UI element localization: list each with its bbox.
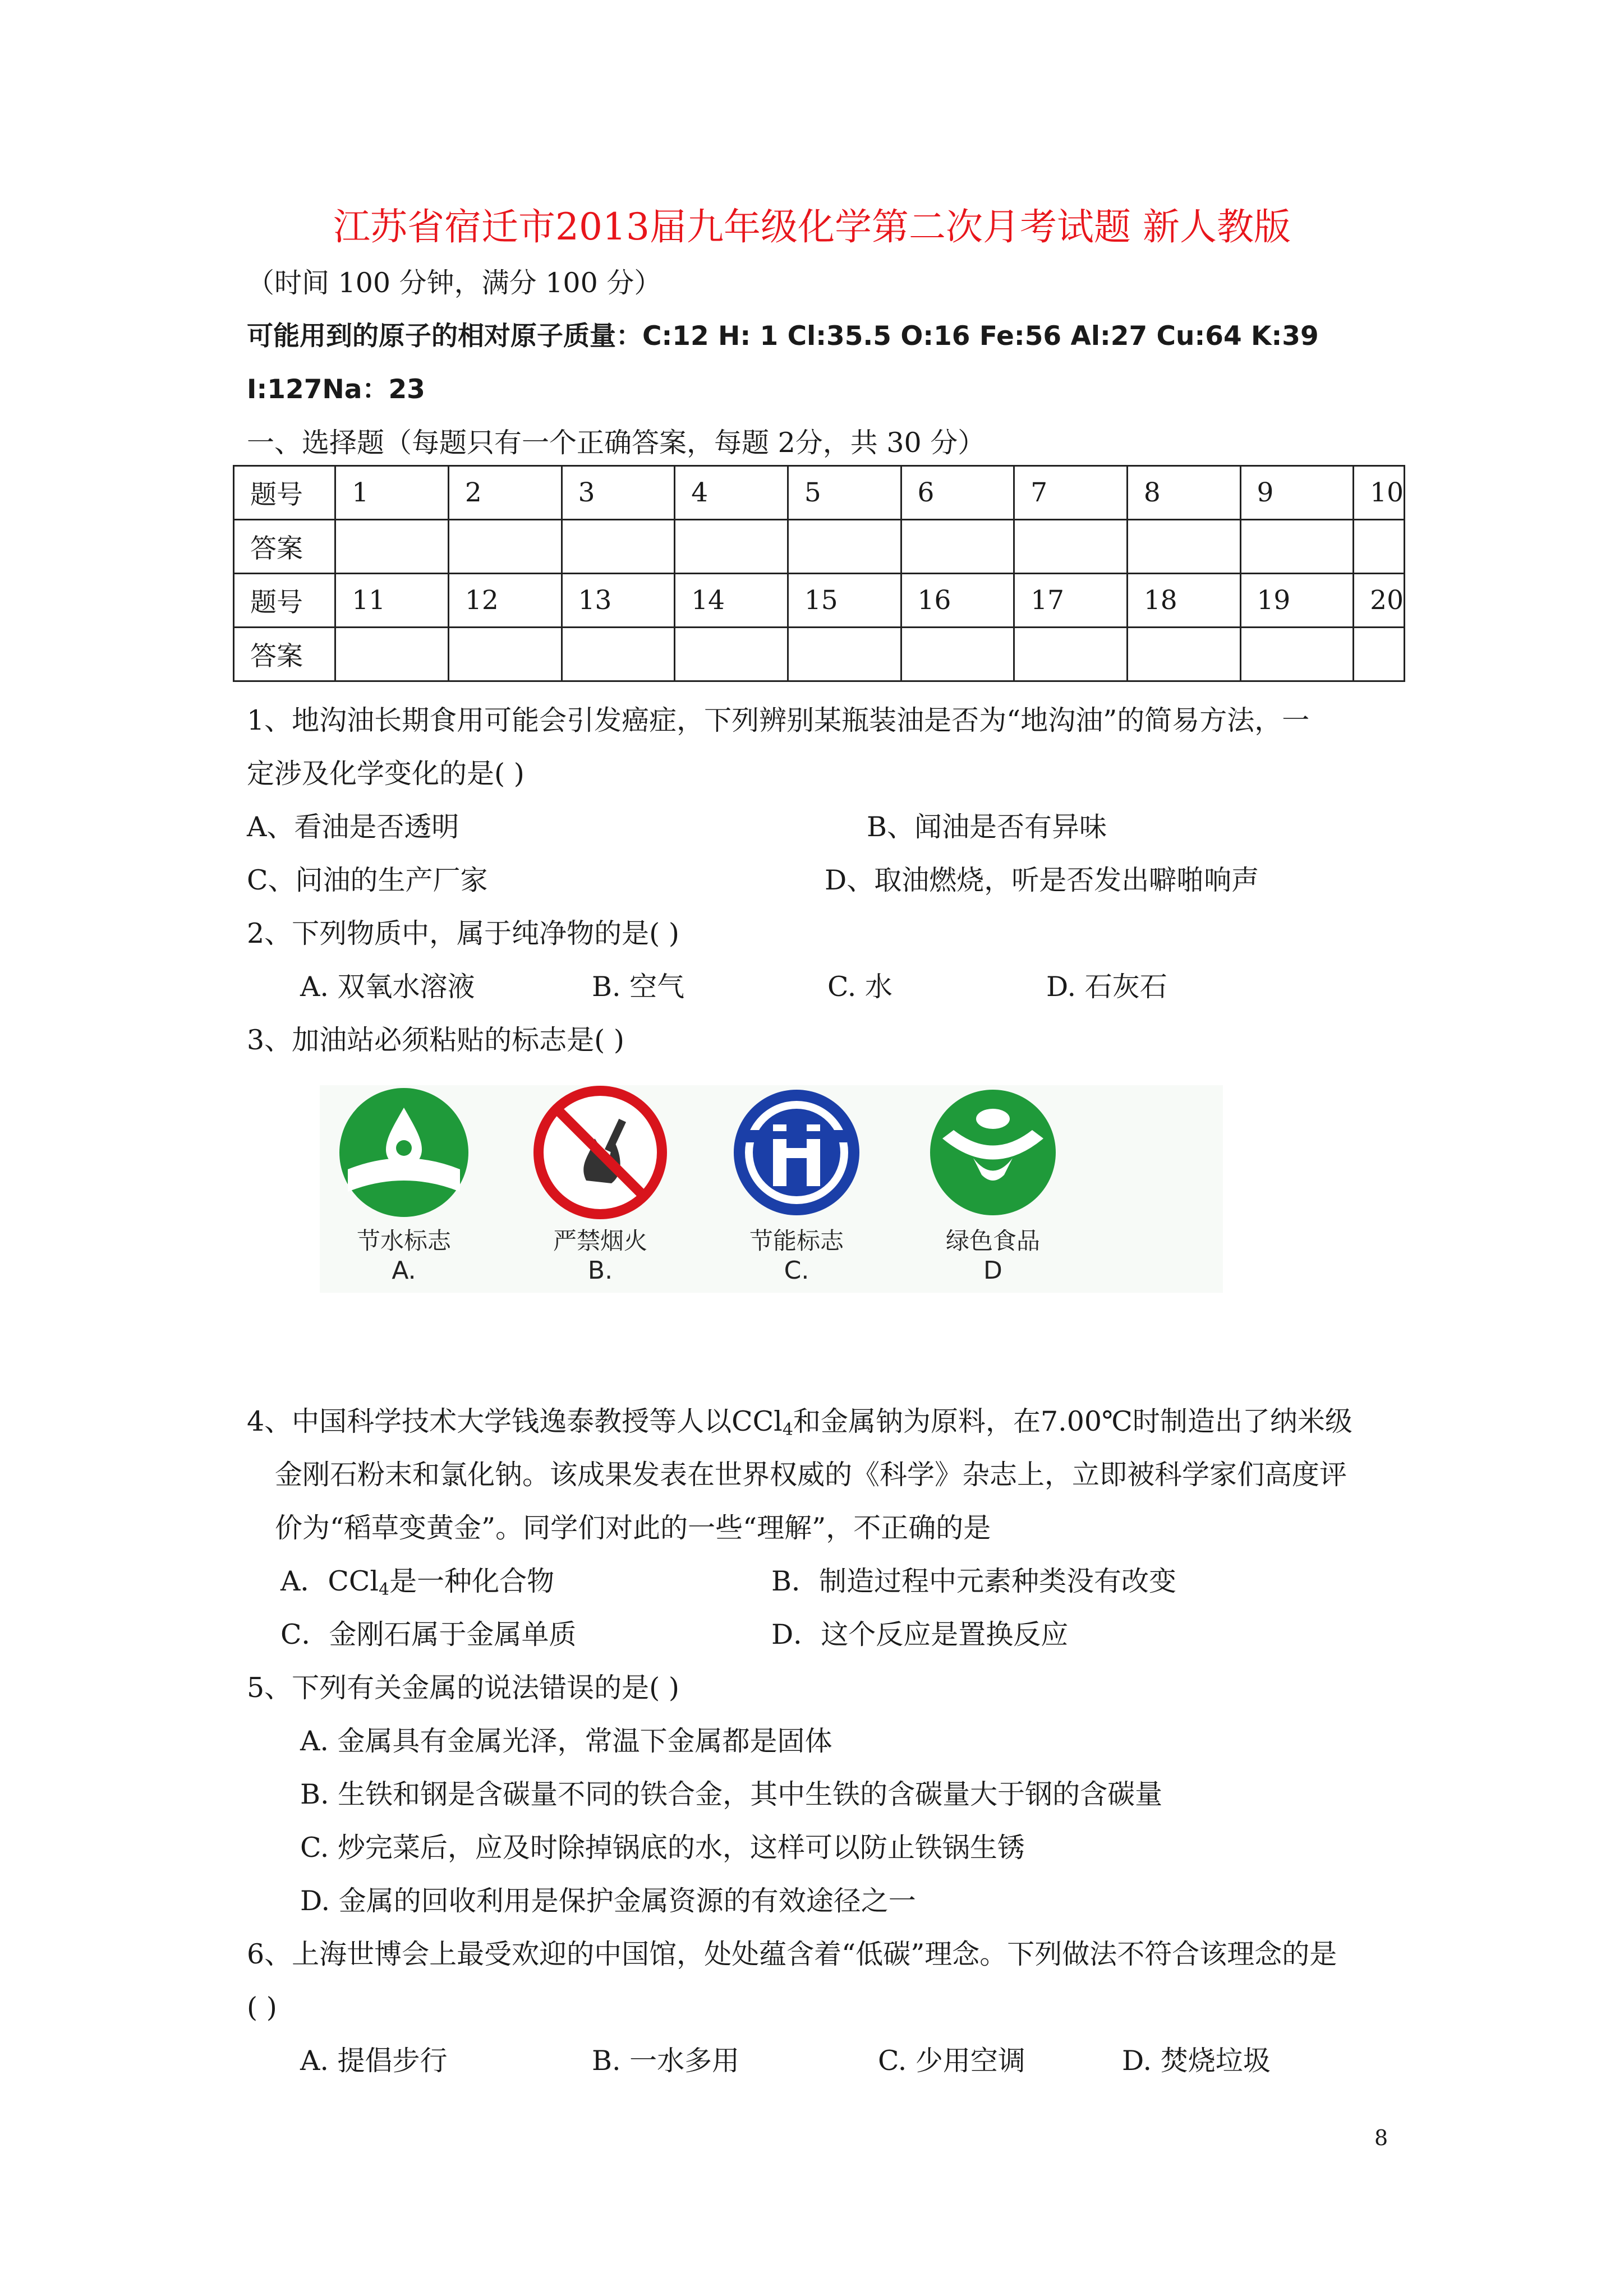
- table-cell: 2: [448, 466, 562, 520]
- q4-stem-line-1: 4、中国科学技术大学钱逸泰教授等人以CCl$_4$和金属钠为原料，在7.00℃时制造出了纳米级: [247, 1405, 1352, 1440]
- green-food-icon: [926, 1085, 1060, 1220]
- sign-caption: 节水标志: [356, 1227, 451, 1255]
- q1-option-b[interactable]: B、闻油是否有异味: [867, 811, 1107, 843]
- table-cell: 8: [1127, 466, 1240, 520]
- sign-label: D: [983, 1256, 1002, 1285]
- q5-option-c[interactable]: C. 炒完菜后，应及时除掉锅底的水，这样可以防止铁锅生锈: [300, 1832, 1025, 1864]
- answer-cell[interactable]: [1354, 628, 1405, 681]
- water-saving-icon: [337, 1085, 471, 1220]
- answer-cell[interactable]: [562, 628, 675, 681]
- q1-stem-line-2: 定涉及化学变化的是( ): [247, 758, 525, 790]
- q5-option-b[interactable]: B. 生铁和钢是含碳量不同的铁合金，其中生铁的含碳量大于钢的含碳量: [300, 1778, 1163, 1810]
- q5-stem: 5、下列有关金属的说法错误的是( ): [247, 1672, 679, 1704]
- q4-stem-line-3: 价为“稻草变黄金”。同学们对此的一些“理解”，不正确的是: [275, 1512, 991, 1544]
- atomic-mass-line-1: 可能用到的原子的相对原子质量：C:12 H: 1 Cl:35.5 O:16 Fe:56 Al:27 Cu:64 K:39: [247, 321, 1319, 352]
- q6-stem-line-1: 6、上海世博会上最受欢迎的中国馆，处处蕴含着“低碳”理念。下列做法不符合该理念的是: [247, 1938, 1337, 1970]
- answer-cell[interactable]: [1354, 520, 1405, 574]
- table-cell: 20: [1354, 574, 1405, 628]
- q6-option-d[interactable]: D. 焚烧垃圾: [1122, 2045, 1271, 2077]
- table-cell: 12: [448, 574, 562, 628]
- answer-cell[interactable]: [1014, 520, 1128, 574]
- table-row: [234, 520, 1405, 574]
- answer-cell[interactable]: [675, 520, 788, 574]
- q6-option-b[interactable]: B. 一水多用: [592, 2045, 740, 2077]
- answer-cell[interactable]: [1127, 628, 1240, 681]
- answer-cell[interactable]: [448, 628, 562, 681]
- answer-cell[interactable]: [1014, 628, 1128, 681]
- q1-option-c[interactable]: C、问油的生产厂家: [247, 864, 488, 896]
- table-cell: 17: [1014, 574, 1128, 628]
- table-cell: 19: [1240, 574, 1354, 628]
- q3-stem: 3、加油站必须粘贴的标志是( ): [247, 1024, 624, 1056]
- section-heading: 一、选择题（每题只有一个正确答案，每题 2分，共 30 分）: [247, 427, 986, 459]
- q4-option-b[interactable]: B．制造过程中元素种类没有改变: [771, 1565, 1177, 1597]
- q4-option-a[interactable]: A．CCl$_4$是一种化合物: [280, 1565, 555, 1599]
- page-title: 江苏省宿迁市2013届九年级化学第二次月考试题 新人教版: [333, 205, 1291, 248]
- sign-caption: 节能标志: [749, 1227, 844, 1255]
- q6-option-c[interactable]: C. 少用空调: [878, 2045, 1025, 2077]
- answer-cell[interactable]: [335, 628, 449, 681]
- table-cell: 13: [562, 574, 675, 628]
- page-number: 8: [1374, 2126, 1388, 2150]
- atomic-mass-line-2: I:127Na：23: [247, 374, 425, 405]
- answer-cell[interactable]: [1240, 520, 1354, 574]
- answer-cell[interactable]: [1240, 628, 1354, 681]
- table-cell: 5: [788, 466, 901, 520]
- answer-cell[interactable]: [1127, 520, 1240, 574]
- q5-option-a[interactable]: A. 金属具有金属光泽，常温下金属都是固体: [300, 1725, 832, 1757]
- q1-option-a[interactable]: A、看油是否透明: [247, 811, 459, 843]
- table-cell: 4: [675, 466, 788, 520]
- table-cell: 题号: [234, 574, 335, 628]
- q6-option-a[interactable]: A. 提倡步行: [300, 2045, 448, 2077]
- q6-stem-line-2: ( ): [247, 1991, 277, 2023]
- answer-cell[interactable]: [788, 520, 901, 574]
- q4-stem-line-2: 金刚石粉末和氯化钠。该成果发表在世界权威的《科学》杂志上，立即被科学家们高度评: [275, 1459, 1347, 1491]
- answer-cell[interactable]: [448, 520, 562, 574]
- time-note: （时间 100 分钟，满分 100 分）: [247, 267, 662, 299]
- q2-option-d[interactable]: D. 石灰石: [1046, 971, 1167, 1003]
- table-cell: 题号: [234, 466, 335, 520]
- answer-cell[interactable]: [562, 520, 675, 574]
- table-cell: 11: [335, 574, 449, 628]
- table-cell: 14: [675, 574, 788, 628]
- table-row: [234, 574, 1405, 628]
- q1-option-d[interactable]: D、取油燃烧，听是否发出噼啪响声: [825, 864, 1259, 896]
- table-row: [234, 628, 1405, 681]
- sign-options-figure: [320, 1085, 1223, 1293]
- table-cell: 6: [901, 466, 1014, 520]
- answer-cell[interactable]: [901, 520, 1014, 574]
- sign-caption: 绿色食品: [945, 1227, 1040, 1255]
- q1-stem-line-1: 1、地沟油长期食用可能会引发癌症，下列辨别某瓶装油是否为“地沟油”的简易方法，一: [247, 704, 1310, 736]
- table-cell: 15: [788, 574, 901, 628]
- table-cell: 7: [1014, 466, 1128, 520]
- table-cell: 10: [1354, 466, 1405, 520]
- q2-option-a[interactable]: A. 双氧水溶液: [300, 971, 475, 1003]
- q4-option-d[interactable]: D．这个反应是置换反应: [771, 1619, 1069, 1650]
- table-cell: 答案: [234, 628, 335, 681]
- answer-cell[interactable]: [901, 628, 1014, 681]
- answer-cell[interactable]: [335, 520, 449, 574]
- sign-label: B.: [587, 1256, 613, 1285]
- table-cell: 3: [562, 466, 675, 520]
- sign-label: A.: [392, 1256, 416, 1285]
- table-cell: 1: [335, 466, 449, 520]
- no-fire-icon: [533, 1085, 668, 1220]
- q2-option-c[interactable]: C. 水: [827, 971, 892, 1003]
- answer-table: [233, 465, 1405, 682]
- table-cell: 9: [1240, 466, 1354, 520]
- q2-stem: 2、下列物质中，属于纯净物的是( ): [247, 918, 679, 949]
- table-cell: 18: [1127, 574, 1240, 628]
- q2-option-b[interactable]: B. 空气: [592, 971, 685, 1003]
- table-row: [234, 466, 1405, 520]
- table-cell: 16: [901, 574, 1014, 628]
- q4-option-c[interactable]: C．金刚石属于金属单质: [280, 1619, 577, 1650]
- answer-cell[interactable]: [788, 628, 901, 681]
- sign-caption: 严禁烟火: [553, 1227, 647, 1255]
- q5-option-d[interactable]: D. 金属的回收利用是保护金属资源的有效途径之一: [300, 1885, 916, 1917]
- energy-saving-icon: [729, 1085, 864, 1220]
- table-cell: 答案: [234, 520, 335, 574]
- answer-cell[interactable]: [675, 628, 788, 681]
- sign-label: C.: [784, 1256, 809, 1285]
